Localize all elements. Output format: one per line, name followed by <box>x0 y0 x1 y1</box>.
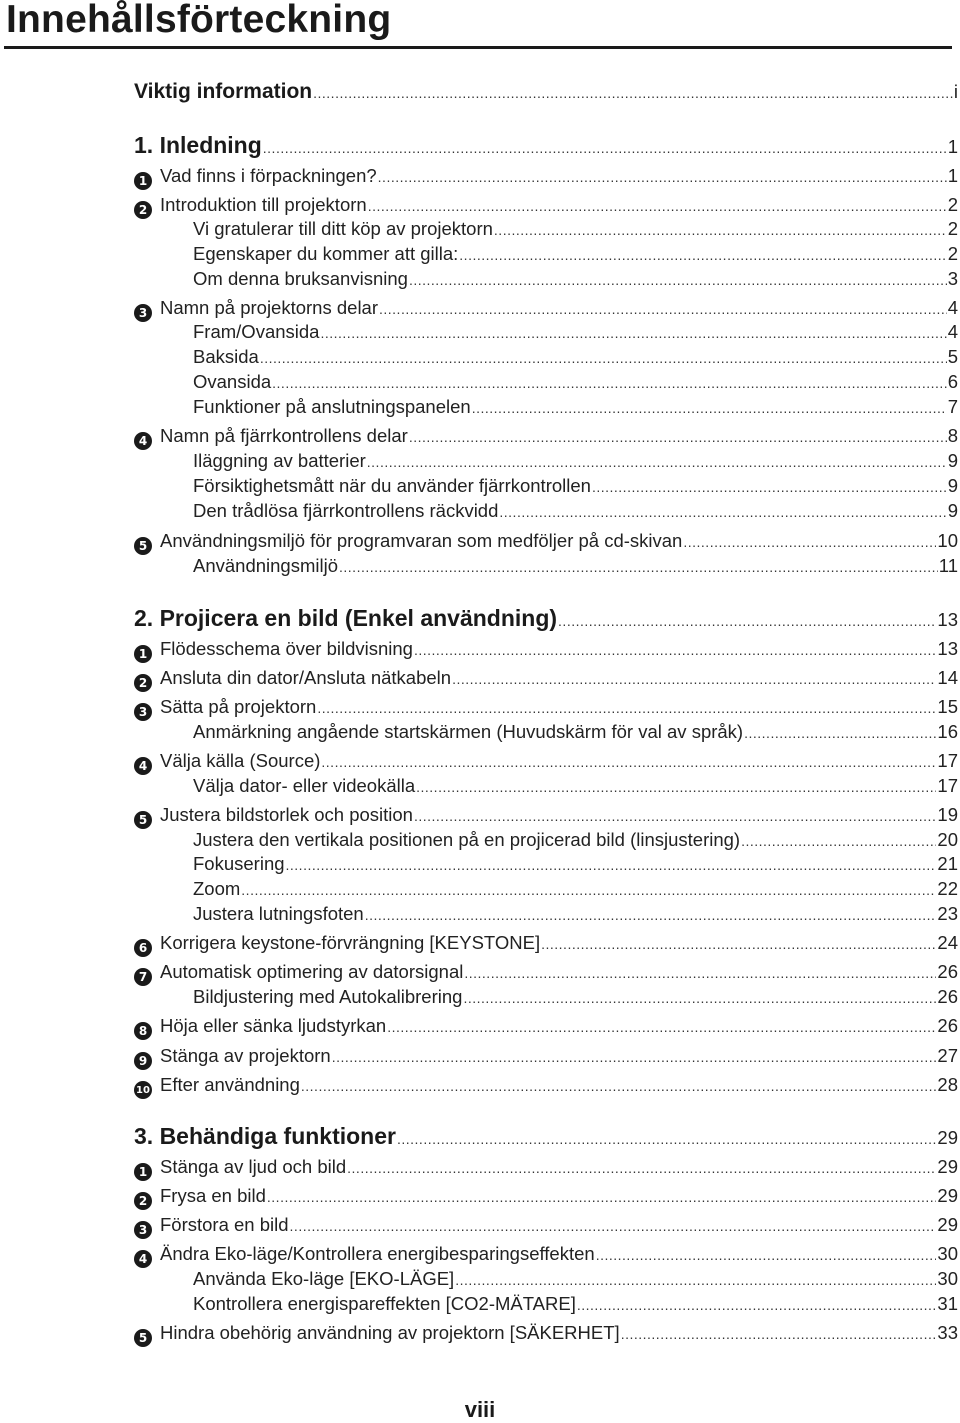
number-bullet-icon: 5 <box>134 537 152 555</box>
dot-leader <box>455 1268 936 1292</box>
toc-entry-label: 1. Inledning <box>134 132 262 158</box>
toc-entry-label: Ovansida <box>193 371 272 392</box>
toc-entry-label: Stänga av ljud och bild <box>160 1156 347 1177</box>
toc-entry-label: Välja dator- eller videokälla <box>193 775 416 796</box>
toc-page-number: 24 <box>937 932 958 953</box>
toc-entry-label: Försiktighetsmått när du använder fjärrkontrollen <box>193 475 591 496</box>
toc-entry <box>193 1267 958 1292</box>
dot-leader <box>414 638 936 662</box>
dot-leader <box>339 555 938 579</box>
toc-entry-label: Fokusering <box>193 853 285 874</box>
toc-page-number: 20 <box>937 829 958 850</box>
dot-leader <box>317 696 936 720</box>
toc-entry-label: Introduktion till projektorn <box>160 194 367 215</box>
toc-entry-label: Vad finns i förpackningen? <box>160 165 377 186</box>
toc-entry-label: Förstora en bild <box>160 1214 289 1235</box>
toc-entry <box>160 1044 958 1069</box>
toc-entry <box>160 1014 958 1039</box>
toc-entry <box>160 749 958 774</box>
page-title: Innehållsförteckning <box>6 0 392 41</box>
toc-entry-label: Justera lutningsfoten <box>193 903 364 924</box>
dot-leader <box>409 268 947 292</box>
toc-entry <box>193 828 958 853</box>
toc-entry-label: 3. Behändiga funktioner <box>134 1123 396 1149</box>
dot-leader <box>464 961 936 985</box>
toc-page-number: 6 <box>947 371 958 392</box>
dot-leader <box>313 81 953 105</box>
toc-page-number: 9 <box>947 475 958 496</box>
number-bullet-icon: 2 <box>134 674 152 692</box>
toc-entry-label: Korrigera keystone-förvrängning [KEYSTONE] <box>160 932 541 953</box>
toc-entry-label: Hindra obehörig användning av projektorn [SÄKERHET] <box>160 1322 620 1343</box>
toc-page-number: 26 <box>937 986 958 1007</box>
toc-page-number: 30 <box>937 1243 958 1264</box>
toc-entry <box>160 931 958 956</box>
number-bullet-icon: 2 <box>134 201 152 219</box>
toc-page-number: 29 <box>937 1127 958 1148</box>
toc-entry <box>193 345 958 370</box>
dot-leader <box>463 986 936 1010</box>
number-bullet-icon: 1 <box>134 1163 152 1181</box>
toc-entry-label: Baksida <box>193 346 259 367</box>
toc-entry <box>160 193 958 218</box>
toc-entry-label: Efter användning <box>160 1074 300 1095</box>
toc-entry-label: Flödesschema över bildvisning <box>160 638 413 659</box>
toc-entry <box>160 1073 958 1098</box>
toc-entry <box>160 529 958 554</box>
toc-entry-label: Ansluta din dator/Ansluta nätkabeln <box>160 667 452 688</box>
dot-leader <box>459 243 946 267</box>
toc-entry-label: Namn på projektorns delar <box>160 297 378 318</box>
toc-entry <box>193 267 958 292</box>
toc-page-number: 9 <box>947 450 958 471</box>
page-number: viii <box>464 1397 496 1422</box>
toc-entry-label: Kontrollera energispareffekten [CO2-MÄTARE] <box>193 1293 576 1314</box>
dot-leader <box>499 500 946 524</box>
toc-entry-label: Användningsmiljö <box>193 555 339 576</box>
toc-section-heading <box>134 80 958 105</box>
dot-leader <box>744 721 936 745</box>
dot-leader <box>267 1185 937 1209</box>
toc-entry-label: Stänga av projektorn <box>160 1045 331 1066</box>
toc-entry-label: Vi gratulerar till ditt köp av projektorn <box>193 218 493 239</box>
dot-leader <box>541 932 936 956</box>
toc-page-number: 16 <box>937 721 958 742</box>
toc-entry <box>160 1213 958 1238</box>
toc-entry-label: Iläggning av batterier <box>193 450 366 471</box>
dot-leader <box>378 165 947 189</box>
number-bullet-icon: 1 <box>134 172 152 190</box>
number-bullet-icon: 1 <box>134 645 152 663</box>
toc-entry-label: Justera bildstorlek och position <box>160 804 413 825</box>
toc-entry <box>193 320 958 345</box>
toc-entry <box>193 1292 958 1317</box>
dot-leader <box>379 297 947 321</box>
toc-entry <box>160 637 958 662</box>
toc-page-number: i <box>953 81 958 102</box>
toc-page-number: 17 <box>937 775 958 796</box>
dot-leader <box>596 1243 937 1267</box>
toc-entry <box>193 554 958 579</box>
toc-entry <box>193 217 958 242</box>
toc-page-number: 29 <box>937 1214 958 1235</box>
toc-entry-label: Användningsmiljö för programvaran som medföljer på cd-skivan <box>160 530 683 551</box>
toc-page-number: 2 <box>947 194 958 215</box>
toc-entry <box>160 1155 958 1180</box>
toc-page-number: 28 <box>937 1074 958 1095</box>
toc-entry-label: 2. Projicera en bild (Enkel användning) <box>134 605 558 631</box>
number-bullet-icon: 4 <box>134 1250 152 1268</box>
toc-entry <box>193 877 958 902</box>
toc-entry <box>160 1242 958 1267</box>
toc-entry <box>160 803 958 828</box>
dot-leader <box>241 878 936 902</box>
toc-entry-label: Viktig information <box>134 80 313 103</box>
number-bullet-icon: 5 <box>134 811 152 829</box>
number-bullet-icon: 4 <box>134 757 152 775</box>
toc-page-number: 10 <box>937 530 958 551</box>
toc-entry-label: Egenskaper du kommer att gilla: <box>193 243 459 264</box>
toc-page-number: 33 <box>937 1322 958 1343</box>
dot-leader <box>301 1074 937 1098</box>
toc-entry <box>193 774 958 799</box>
toc-entry <box>193 449 958 474</box>
toc-entry-label: Ändra Eko-läge/Kontrollera energibesparingseffekten <box>160 1243 595 1264</box>
dot-leader <box>387 1015 936 1039</box>
toc-page-number: 30 <box>937 1268 958 1289</box>
dot-leader <box>414 804 936 828</box>
toc-entry-label: Den trådlösa fjärrkontrollens räckvidd <box>193 500 499 521</box>
toc-entry-label: Använda Eko-läge [EKO-LÄGE] <box>193 1268 455 1289</box>
number-bullet-icon: 2 <box>134 1192 152 1210</box>
toc-page-number: 3 <box>947 268 958 289</box>
toc-entry <box>193 395 958 420</box>
toc-entry-label: Välja källa (Source) <box>160 750 321 771</box>
number-bullet-icon: 3 <box>134 703 152 721</box>
toc-page-number: 17 <box>937 750 958 771</box>
dot-leader <box>290 1214 937 1238</box>
toc-section-heading <box>134 606 958 633</box>
toc-section-heading <box>134 133 958 160</box>
toc-entry-label: Funktioner på anslutningspanelen <box>193 396 471 417</box>
toc-entry <box>160 695 958 720</box>
toc-page-number: 26 <box>937 961 958 982</box>
toc-entry-label: Zoom <box>193 878 241 899</box>
dot-leader <box>592 475 947 499</box>
dot-leader <box>332 1045 937 1069</box>
dot-leader <box>494 218 947 242</box>
dot-leader <box>263 136 947 160</box>
toc-page-number: 15 <box>937 696 958 717</box>
dot-leader <box>365 903 937 927</box>
dot-leader <box>621 1322 937 1346</box>
dot-leader <box>260 346 947 370</box>
toc-section-heading <box>134 1124 958 1151</box>
toc-page-number: 29 <box>937 1156 958 1177</box>
toc-page-number: 7 <box>947 396 958 417</box>
toc-entry <box>160 666 958 691</box>
number-bullet-icon: 3 <box>134 304 152 322</box>
toc-entry-label: Anmärkning angående startskärmen (Huvudskärm för val av språk) <box>193 721 744 742</box>
dot-leader <box>409 425 947 449</box>
number-bullet-icon: 5 <box>134 1329 152 1347</box>
toc-page-number: 29 <box>937 1185 958 1206</box>
toc-page-number: 1 <box>947 165 958 186</box>
toc-page-number: 9 <box>947 500 958 521</box>
toc-page-number: 21 <box>937 853 958 874</box>
dot-leader <box>397 1127 936 1151</box>
toc-page-number: 27 <box>937 1045 958 1066</box>
toc-entry <box>193 474 958 499</box>
number-bullet-icon: 8 <box>134 1022 152 1040</box>
toc-entry <box>193 242 958 267</box>
toc-entry-label: Automatisk optimering av datorsignal <box>160 961 464 982</box>
dot-leader <box>347 1156 936 1180</box>
toc-page-number: 4 <box>947 321 958 342</box>
toc-entry <box>193 370 958 395</box>
toc-entry <box>160 1184 958 1209</box>
toc-page-number: 2 <box>947 243 958 264</box>
toc-page-number: 11 <box>938 555 958 576</box>
toc-page-number: 31 <box>937 1293 958 1314</box>
toc-page-number: 26 <box>937 1015 958 1036</box>
toc-entry-label: Fram/Ovansida <box>193 321 320 342</box>
toc-entry-label: Justera den vertikala positionen på en projicerad bild (linsjustering) <box>193 829 741 850</box>
dot-leader <box>452 667 936 691</box>
toc-entry-label: Sätta på projektorn <box>160 696 317 717</box>
toc-entry-label: Bildjustering med Autokalibrering <box>193 986 463 1007</box>
number-bullet-icon: 6 <box>134 939 152 957</box>
dot-leader <box>741 829 936 853</box>
toc-entry <box>193 985 958 1010</box>
toc-entry <box>160 296 958 321</box>
dot-leader <box>320 321 946 345</box>
toc-page-number: 8 <box>947 425 958 446</box>
toc-entry <box>193 720 958 745</box>
toc-entry <box>193 499 958 524</box>
toc-page-number: 1 <box>947 136 958 157</box>
dot-leader <box>683 530 936 554</box>
toc-page-number: 13 <box>937 609 958 630</box>
toc-entry-label: Namn på fjärrkontrollens delar <box>160 425 408 446</box>
title-rule <box>4 46 952 49</box>
toc-page-number: 2 <box>947 218 958 239</box>
dot-leader <box>368 194 947 218</box>
toc-entry <box>160 960 958 985</box>
toc-page-number: 19 <box>937 804 958 825</box>
number-bullet-icon: 7 <box>134 968 152 986</box>
toc-page-number: 22 <box>937 878 958 899</box>
dot-leader <box>416 775 936 799</box>
toc-entry <box>160 1321 958 1346</box>
dot-leader <box>272 371 947 395</box>
toc-entry <box>160 164 958 189</box>
toc-page-number: 5 <box>947 346 958 367</box>
toc-page-number: 4 <box>947 297 958 318</box>
toc-page-number: 14 <box>937 667 958 688</box>
number-bullet-icon: 3 <box>134 1221 152 1239</box>
number-bullet-icon: 10 <box>134 1081 152 1099</box>
dot-leader <box>367 450 947 474</box>
toc-entry-label: Frysa en bild <box>160 1185 266 1206</box>
number-bullet-icon: 9 <box>134 1052 152 1070</box>
dot-leader <box>321 750 936 774</box>
number-bullet-icon: 4 <box>134 432 152 450</box>
toc-page-number: 13 <box>937 638 958 659</box>
dot-leader <box>286 853 937 877</box>
toc-entry-label: Om denna bruksanvisning <box>193 268 408 289</box>
dot-leader <box>472 396 947 420</box>
toc-entry <box>160 424 958 449</box>
toc-entry <box>193 852 958 877</box>
dot-leader <box>558 609 936 633</box>
toc-entry <box>193 902 958 927</box>
toc-entry-label: Höja eller sänka ljudstyrkan <box>160 1015 387 1036</box>
toc-page-number: 23 <box>937 903 958 924</box>
dot-leader <box>577 1293 937 1317</box>
